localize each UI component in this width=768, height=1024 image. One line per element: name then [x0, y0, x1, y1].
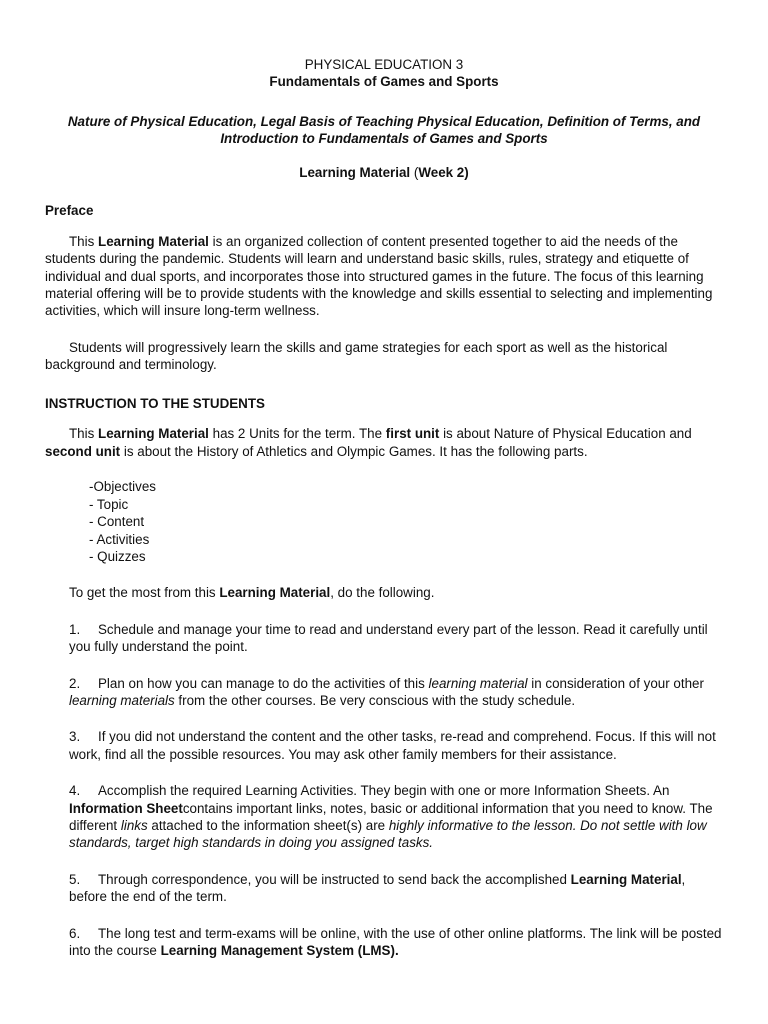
document-page — [45, 56, 723, 973]
text-run: attached to the information sheet(s) are — [147, 817, 389, 833]
text-run-bold: Learning Material — [570, 871, 682, 887]
step-number: 3. — [69, 729, 81, 745]
text-run: Through correspondence, you will be instructed to send back the accomplished — [98, 871, 571, 887]
preface-paragraph-2: Students will progressively learn the skills and game strategies for each sport as well as the historical background and terminology. — [45, 339, 668, 373]
text-run: from the other courses. Be very conscious with the study schedule. — [174, 692, 576, 708]
lm-label: Learning Material — [299, 164, 411, 180]
list-item: - Content — [89, 514, 145, 530]
list-item: - Topic — [89, 496, 129, 512]
text-run-bold: Learning Management System (LMS). — [160, 943, 399, 958]
text-run-italic: highly informative to the lesson. Do not settle with low standards, target high standards in doing you assigned tasks. — [69, 817, 707, 851]
learning-material-week — [45, 164, 723, 181]
text-run: Schedule and manage your time to read and understand every part of the lesson. Read it carefully until you fully understand the point. — [69, 621, 708, 655]
text-run-italic: learning materials — [69, 692, 175, 708]
step-4 — [45, 782, 723, 852]
course-title: PHYSICAL EDUCATION 3 — [304, 57, 464, 72]
steps-list — [45, 621, 723, 960]
text-run: Plan on how you can manage to do the activities of this — [98, 675, 429, 691]
text-run: This — [69, 426, 99, 442]
text-run: in consideration of your other — [527, 675, 704, 691]
text-run: , before the end of the term. — [69, 871, 686, 905]
step-number: 2. — [69, 675, 81, 691]
text-run: Accomplish the required Learning Activities. They begin with one or more Information Sheets. An — [98, 783, 670, 799]
step-number: 4. — [69, 783, 81, 799]
instruction-section — [45, 395, 723, 602]
step-number: 1. — [69, 621, 81, 637]
preface-paragraph-1 — [45, 233, 723, 320]
step-5 — [45, 871, 723, 906]
text-run-bold: Information Sheet — [69, 800, 183, 816]
list-item: - Activities — [89, 531, 150, 547]
list-item: - Quizzes — [89, 548, 146, 564]
step-number: 6. — [69, 925, 81, 941]
preface-heading: Preface — [45, 203, 94, 219]
step-2 — [45, 675, 723, 710]
text-run: The long test and term-exams will be online, with the use of other online platforms. The link will be posted into the course — [69, 925, 722, 958]
text-run: is an organized collection of content presented together to aid the needs of the students during the pandemic. Students will learn and understand basic skills, rules, strategy and etiquette of individual and dual sports, and incorporates those into structured games in the future. The focus of this learning material offering will be to provide students with the knowledge and skills essential to selecting and implementing activities, which will insure long-term wellness. — [45, 233, 713, 319]
text-run: is about the History of Athletics and Olympic Games. It has the following parts. — [120, 443, 588, 459]
document-header — [45, 56, 723, 181]
lm-open-paren: ( — [410, 164, 419, 180]
text-run: has 2 Units for the term. The — [208, 426, 386, 442]
text-run: is about Nature of Physical Education and — [439, 426, 692, 442]
text-run-bold: Learning Material — [98, 426, 209, 442]
list-item: -Objectives — [89, 479, 156, 495]
text-run-bold: Learning Material — [98, 233, 209, 249]
text-run-bold: Learning Material — [219, 585, 331, 601]
text-run: , do the following. — [330, 585, 435, 601]
instruction-paragraph — [45, 425, 723, 460]
course-subtitle: Fundamentals of Games and Sports — [269, 74, 499, 90]
step-3 — [45, 728, 723, 763]
text-run: If you did not understand the content and the other tasks, re-read and comprehend. Focus. If this will not work, find all the possible resources. You may ask other family members for their assistance. — [69, 729, 716, 762]
step-number: 5. — [69, 871, 81, 887]
text-run-italic: links — [120, 817, 148, 833]
instruction-heading: INSTRUCTION TO THE STUDENTS — [45, 395, 265, 411]
lm-week-label: Week 2) — [418, 164, 469, 180]
parts-list — [45, 478, 723, 565]
step-6 — [45, 925, 723, 960]
text-run: To get the most from this — [69, 585, 220, 601]
text-run-italic: learning material — [428, 675, 528, 691]
text-run: This — [69, 233, 99, 249]
text-run: contains important links, notes, basic or additional information that you need to know. The different — [69, 800, 713, 833]
steps-intro — [45, 584, 723, 601]
preface-section — [45, 202, 723, 374]
text-run-bold: first unit — [385, 426, 440, 442]
step-1 — [45, 621, 723, 656]
lesson-topic: Nature of Physical Education, Legal Basis of Teaching Physical Education, Definition of Terms, and Introduction to Fundamentals of Games and Sports — [67, 113, 701, 147]
text-run-bold: second unit — [45, 443, 121, 459]
